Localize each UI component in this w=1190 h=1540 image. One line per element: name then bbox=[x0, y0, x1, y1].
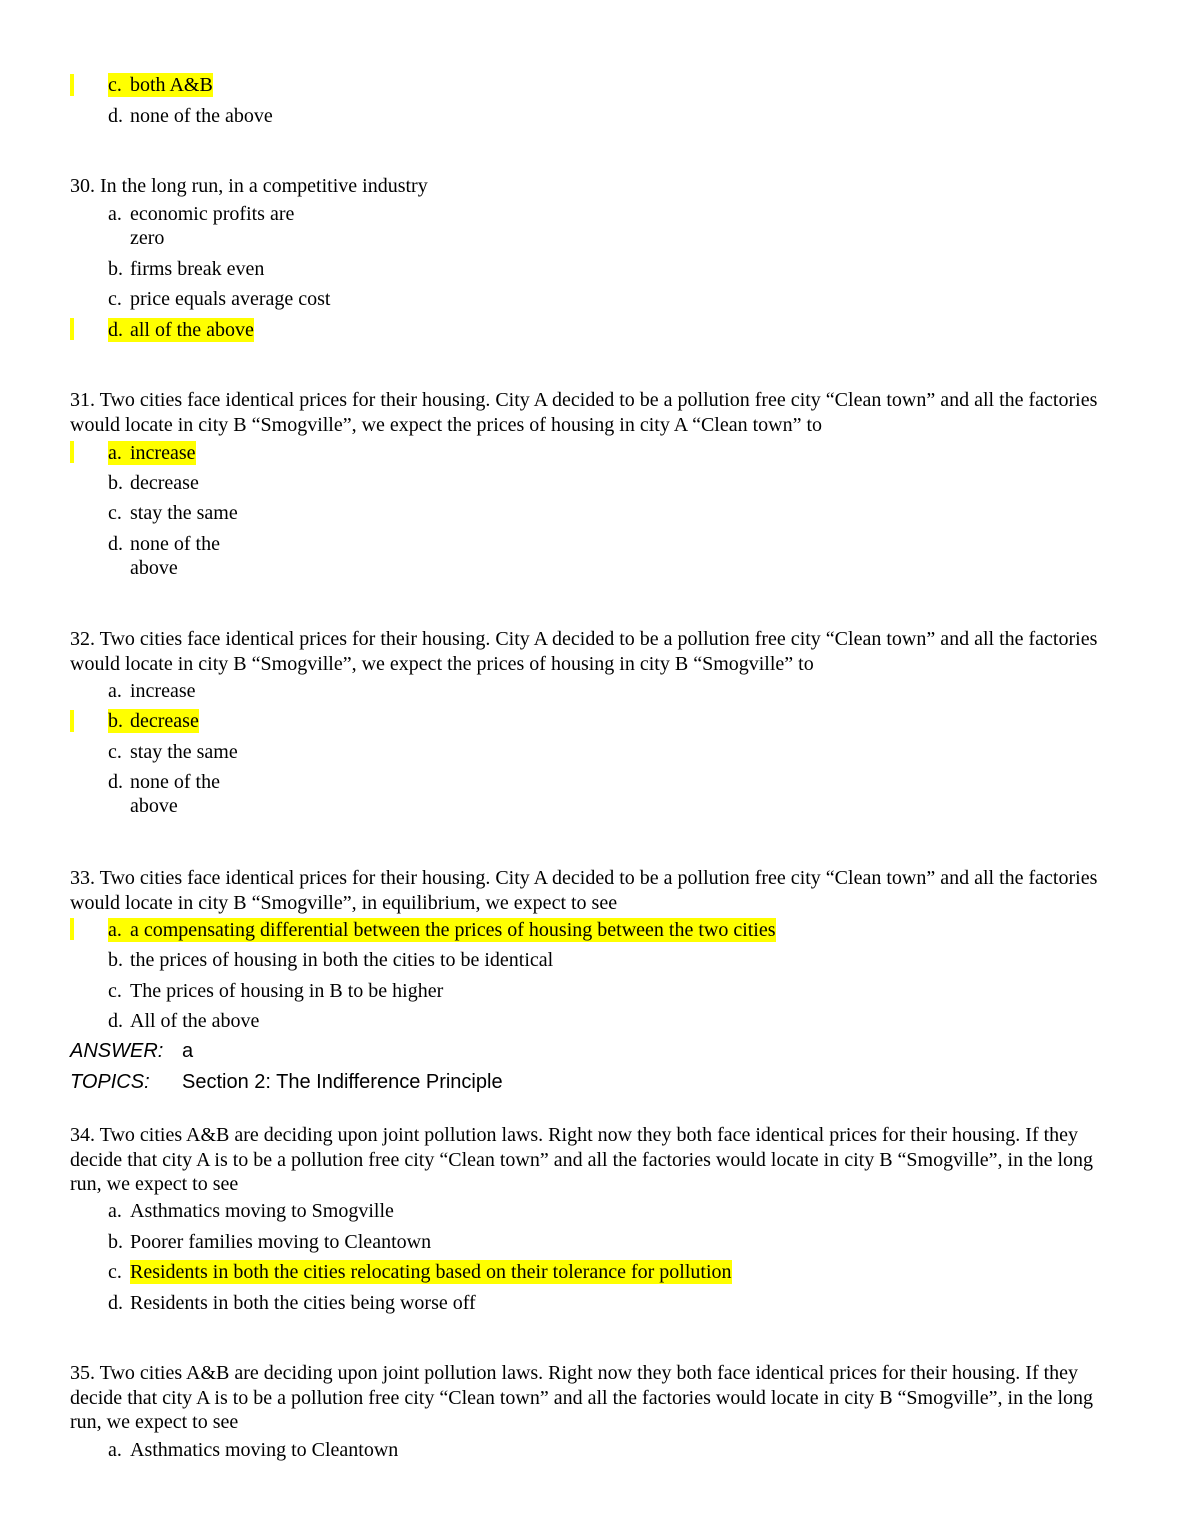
question-31-stem: 31. Two cities face identical prices for their housing. City A decided to be a pollution free city “Clean town” and all the factories would locate in city B “Smogville”, we expect the prices of housing in city A “Clean town” to bbox=[70, 389, 1098, 436]
option-text: economic profits are bbox=[130, 203, 295, 225]
option-b bbox=[108, 948, 553, 972]
option-text: none of the bbox=[130, 771, 220, 793]
highlight-marker bbox=[70, 710, 74, 732]
option-text: none of the above bbox=[130, 105, 273, 127]
option-text: both A&B bbox=[130, 74, 213, 96]
option-text: increase bbox=[130, 442, 196, 464]
option-label: b. bbox=[108, 710, 123, 732]
option-d bbox=[108, 770, 220, 818]
option-label: c. bbox=[108, 980, 122, 1002]
highlight-marker bbox=[70, 441, 74, 463]
question-32-stem: 32. Two cities face identical prices for their housing. City A decided to be a pollution free city “Clean town” and all the factories would locate in city B “Smogville”, we expect the prices of housing in city B “Smogville” to bbox=[70, 628, 1098, 675]
option-text: firms break even bbox=[130, 258, 265, 280]
option-label: a. bbox=[108, 442, 122, 464]
option-label: c. bbox=[108, 502, 122, 524]
option-text: Residents in both the cities relocating based on their tolerance for pollution bbox=[130, 1261, 732, 1283]
option-a bbox=[108, 918, 776, 942]
option-label: d. bbox=[108, 319, 123, 341]
option-a bbox=[108, 679, 196, 703]
option-text-cont: zero bbox=[130, 227, 165, 249]
option-text: stay the same bbox=[130, 502, 238, 524]
option-b bbox=[108, 471, 199, 495]
option-d bbox=[108, 104, 273, 128]
option-text-cont: above bbox=[130, 795, 178, 817]
option-text: price equals average cost bbox=[130, 288, 331, 310]
option-label: b. bbox=[108, 949, 123, 971]
option-c bbox=[108, 1260, 732, 1284]
option-text: all of the above bbox=[130, 319, 254, 341]
option-label: d. bbox=[108, 771, 123, 793]
option-d bbox=[108, 318, 254, 342]
option-c bbox=[108, 287, 330, 311]
option-text: The prices of housing in B to be higher bbox=[130, 980, 444, 1002]
option-label: d. bbox=[108, 105, 123, 127]
option-text: increase bbox=[130, 680, 196, 702]
option-b bbox=[108, 1230, 431, 1254]
option-text: Asthmatics moving to Cleantown bbox=[130, 1439, 399, 1461]
option-text: stay the same bbox=[130, 741, 238, 763]
option-label: c. bbox=[108, 741, 122, 763]
option-text: decrease bbox=[130, 710, 199, 732]
option-label: d. bbox=[108, 1010, 123, 1032]
option-text: decrease bbox=[130, 472, 199, 494]
option-d bbox=[108, 532, 220, 580]
highlight-marker bbox=[70, 918, 74, 940]
option-label: b. bbox=[108, 258, 123, 280]
option-c bbox=[108, 73, 213, 97]
option-text: none of the bbox=[130, 533, 220, 555]
question-33-stem: 33. Two cities face identical prices for their housing. City A decided to be a pollution free city “Clean town” and all the factories would locate in city B “Smogville”, in equilibrium, we expect to see bbox=[70, 867, 1098, 914]
option-label: a. bbox=[108, 1439, 122, 1461]
option-b bbox=[108, 257, 264, 281]
option-label: a. bbox=[108, 1200, 122, 1222]
option-c bbox=[108, 740, 238, 764]
option-label: b. bbox=[108, 1231, 123, 1253]
topics-value: Section 2: The Indifference Principle bbox=[182, 1071, 503, 1093]
option-label: a. bbox=[108, 919, 122, 941]
option-b bbox=[108, 709, 199, 733]
option-a bbox=[108, 1199, 394, 1223]
option-c bbox=[108, 979, 443, 1003]
option-label: c. bbox=[108, 74, 122, 96]
option-label: d. bbox=[108, 533, 123, 555]
option-d bbox=[108, 1009, 259, 1033]
highlight-marker bbox=[70, 318, 74, 340]
option-a bbox=[108, 441, 196, 465]
question-30-stem: 30. In the long run, in a competitive industry bbox=[70, 175, 428, 197]
option-text: Asthmatics moving to Smogville bbox=[130, 1200, 394, 1222]
option-text: a compensating differential between the prices of housing between the two cities bbox=[130, 919, 776, 941]
option-a bbox=[108, 202, 294, 250]
option-text: Poorer families moving to Cleantown bbox=[130, 1231, 432, 1253]
option-label: b. bbox=[108, 472, 123, 494]
topics-line bbox=[70, 1070, 503, 1094]
option-label: c. bbox=[108, 1261, 122, 1283]
option-label: a. bbox=[108, 680, 122, 702]
highlight-marker bbox=[70, 74, 74, 96]
answer-line bbox=[70, 1039, 193, 1063]
option-label: c. bbox=[108, 288, 122, 310]
option-d bbox=[108, 1291, 476, 1315]
option-text: All of the above bbox=[130, 1010, 260, 1032]
option-a bbox=[108, 1438, 398, 1462]
option-c bbox=[108, 501, 238, 525]
answer-key: ANSWER: bbox=[70, 1040, 164, 1062]
option-label: a. bbox=[108, 203, 122, 225]
option-text: the prices of housing in both the cities to be identical bbox=[130, 949, 554, 971]
option-text-cont: above bbox=[130, 557, 178, 579]
question-35-stem: 35. Two cities A&B are deciding upon joint pollution laws. Right now they both face identical prices for their housing. If they decide that city A is to be a pollution free city “Clean town” and all the factories would locate in city B “Smogville”, in the long run, we expect to see bbox=[70, 1362, 1094, 1433]
answer-value: a bbox=[182, 1040, 194, 1062]
question-34-stem: 34. Two cities A&B are deciding upon joint pollution laws. Right now they both face identical prices for their housing. If they decide that city A is to be a pollution free city “Clean town” and all the factories would locate in city B “Smogville”, in the long run, we expect to see bbox=[70, 1124, 1094, 1195]
option-label: d. bbox=[108, 1292, 123, 1314]
option-text: Residents in both the cities being worse off bbox=[130, 1292, 476, 1314]
topics-key: TOPICS: bbox=[70, 1071, 150, 1093]
